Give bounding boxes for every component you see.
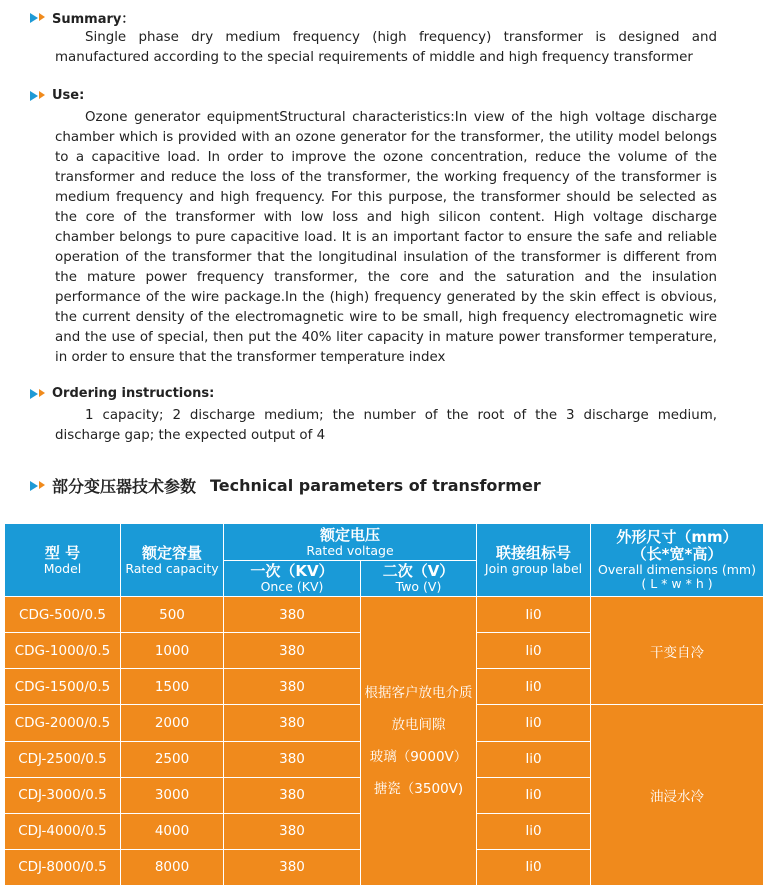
cell-capacity: 4000	[121, 813, 224, 849]
cell-secondary-merged	[361, 597, 477, 886]
arrow-bullet-icon	[30, 13, 46, 23]
cell-join: Ii0	[477, 741, 591, 777]
cell-primary: 380	[224, 597, 361, 633]
header-voltage: 额定电压 Rated voltage	[224, 524, 477, 561]
summary-heading-row	[30, 8, 134, 27]
use-heading-row	[30, 88, 84, 103]
cell-capacity: 2000	[121, 705, 224, 741]
cell-primary: 380	[224, 633, 361, 669]
ordering-heading-row	[30, 386, 214, 401]
cell-model: CDJ-3000/0.5	[5, 777, 121, 813]
cell-join: Ii0	[477, 777, 591, 813]
cell-capacity: 8000	[121, 849, 224, 885]
cell-dims-group-1: 干变自冷	[591, 597, 764, 705]
summary-text: Single phase dry medium frequency (high frequency) transformer is designed and manufactured according to the special requirements of middle and high frequency transformer	[55, 30, 717, 65]
cell-primary: 380	[224, 741, 361, 777]
cell-capacity: 1000	[121, 633, 224, 669]
cell-primary: 380	[224, 813, 361, 849]
cell-model: CDG-2000/0.5	[5, 705, 121, 741]
arrow-bullet-icon	[30, 389, 46, 399]
table-title	[30, 474, 541, 497]
use-text: Ozone generator equipmentStructural characteristics:In view of the high voltage discharge chamber which is provided with an ozone generator for the transformer, the utility model belongs to a capacitive load. In order to improve the ozone concentration, reduce the volume of the transformer and reduce the loss of the transformer, the working frequency of the transformer is medium frequency and high frequency. For this purpose, the transformer should be selected as the core of the transformer with low loss and high silicon content. High voltage discharge chamber belongs to pure capacitive load. It is an important factor to ensure the safe and reliable operation of the transformer that the longitudinal insulation of the transformer is different from the mature power frequency transformer, the core and the saturation and the insulation performance of the wire package.In the (high) frequency generated by the skin effect is obvious, the current density of the electromagnetic wire to be small, high frequency electromagnetic wire and the use of special, then put the 40% liter capacity in mature power transformer temperature, in order to ensure that the transformer temperature index	[55, 110, 717, 365]
cell-capacity: 500	[121, 597, 224, 633]
cell-model: CDJ-8000/0.5	[5, 849, 121, 885]
summary-heading: Summary：	[52, 12, 135, 27]
cell-primary: 380	[224, 849, 361, 885]
secondary-line: 搪瓷（3500V)	[373, 781, 464, 798]
table-row	[5, 597, 764, 633]
ordering-heading: Ordering instructions:	[52, 386, 215, 401]
header-secondary-voltage: 二次（V） Two (V)	[361, 561, 477, 597]
arrow-bullet-icon	[30, 481, 46, 491]
header-primary-voltage: 一次（KV） Once (KV)	[224, 561, 361, 597]
arrow-bullet-icon	[30, 91, 46, 101]
cell-model: CDJ-4000/0.5	[5, 813, 121, 849]
cell-capacity: 2500	[121, 741, 224, 777]
header-dimensions: 外形尺寸（mm） （长*宽*高） Overall dimensions (mm) ( L * w * h )	[591, 524, 764, 597]
secondary-line: 放电间隙	[391, 716, 446, 733]
cell-join: Ii0	[477, 597, 591, 633]
ordering-paragraph	[55, 406, 717, 446]
cell-primary: 380	[224, 705, 361, 741]
header-capacity: 额定容量 Rated capacity	[121, 524, 224, 597]
table-header-row	[5, 524, 764, 561]
cell-model: CDJ-2500/0.5	[5, 741, 121, 777]
use-paragraph	[55, 108, 717, 368]
secondary-line: 玻璃（9000V）	[369, 749, 468, 766]
technical-parameters-table	[4, 523, 764, 886]
cell-primary: 380	[224, 777, 361, 813]
cell-capacity: 1500	[121, 669, 224, 705]
cell-join: Ii0	[477, 849, 591, 885]
summary-paragraph	[55, 28, 717, 68]
table-title-en: Technical parameters of transformer	[210, 476, 541, 495]
header-model: 型 号 Model	[5, 524, 121, 597]
ordering-text: 1 capacity; 2 discharge medium; the number of the root of the 3 discharge medium, discharge gap; the expected output of 4	[55, 408, 717, 443]
cell-join: Ii0	[477, 813, 591, 849]
header-join-group: 联接组标号 Join group label	[477, 524, 591, 597]
cell-capacity: 3000	[121, 777, 224, 813]
cell-model: CDG-1500/0.5	[5, 669, 121, 705]
cell-join: Ii0	[477, 705, 591, 741]
use-heading: Use:	[52, 88, 85, 103]
cell-model: CDG-1000/0.5	[5, 633, 121, 669]
cell-model: CDG-500/0.5	[5, 597, 121, 633]
cell-dims-group-2: 油浸水冷	[591, 705, 764, 886]
cell-join: Ii0	[477, 633, 591, 669]
cell-join: Ii0	[477, 669, 591, 705]
table-title-cn: 部分变压器技术参数	[52, 477, 197, 496]
cell-primary: 380	[224, 669, 361, 705]
secondary-line: 根据客户放电介质	[364, 684, 473, 701]
